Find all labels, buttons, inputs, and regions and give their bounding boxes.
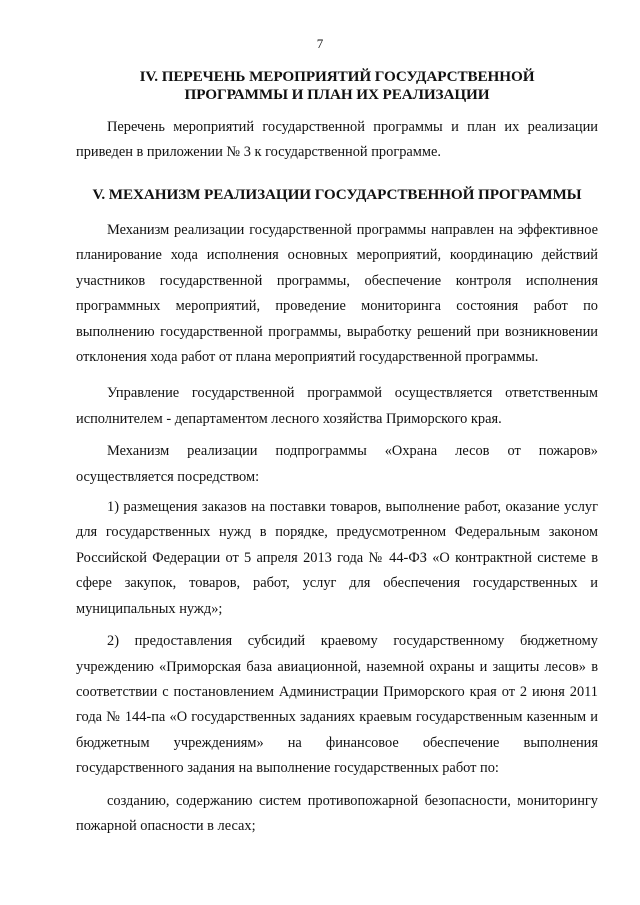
section-5-body [76, 218, 598, 839]
section-4-title-line-2: ПРОГРАММЫ И ПЛАН ИХ РЕАЛИЗАЦИИ [184, 86, 490, 103]
section-4-title-line-1: IV. ПЕРЕЧЕНЬ МЕРОПРИЯТИЙ ГОСУДАРСТВЕННОЙ [139, 68, 535, 85]
section-4-body [76, 115, 598, 166]
paragraph-subprogram: Механизм реализации подпрограммы «Охрана лесов от пожаров» осуществляется посредством: [76, 443, 598, 485]
list-item-2: 2) предоставления субсидий краевому государственному бюджетному учреждению «Приморская база авиационной, наземной охраны и защиты лесов» в соответствии с постановлением Администрации Приморского края от 2 июня 2011 года № 144-па «О государственных заданиях краевым государственным казенным и бюджетным учреждениям» на финансовое обеспечение выполнения государственного задания на выполнение государственных работ по: [76, 633, 598, 777]
section-5-title: V. МЕХАНИЗМ РЕАЛИЗАЦИИ ГОСУДАРСТВЕННОЙ ПРОГРАММЫ [92, 186, 582, 203]
list-item-2-sub: созданию, содержанию систем противопожарной безопасности, мониторингу пожарной опасности в лесах; [76, 792, 598, 834]
paragraph-management: Управление государственной программой осуществляется ответственным исполнителем - департаментом лесного хозяйства Приморского края. [76, 385, 598, 427]
page-number: 7 [316, 36, 324, 51]
paragraph-mechanism: Механизм реализации государственной программы направлен на эффективное планирование хода исполнения основных мероприятий, координацию действий участников государственной программы, обеспечение контроля исполнения программных мероприятий, проведение мониторинга состояния работ по выполнению государственной программы, выработку решений при возникновении отклонения хода работ от плана мероприятий государственной программы. [76, 222, 598, 366]
list-item-1: 1) размещения заказов на поставки товаров, выполнение работ, оказание услуг для государственных нужд в порядке, предусмотренном Федеральным законом Российской Федерации от 5 апреля 2013 года № 44-ФЗ «О контрактной системе в сфере закупок, товаров, работ, услуг для обеспечения государственных и муниципальных нужд»; [76, 499, 598, 617]
section-5-heading [76, 186, 598, 204]
section-4-heading [76, 68, 598, 104]
section-4-paragraph: Перечень мероприятий государственной программы и план их реализации приведен в приложении № 3 к государственной программе. [76, 119, 598, 161]
